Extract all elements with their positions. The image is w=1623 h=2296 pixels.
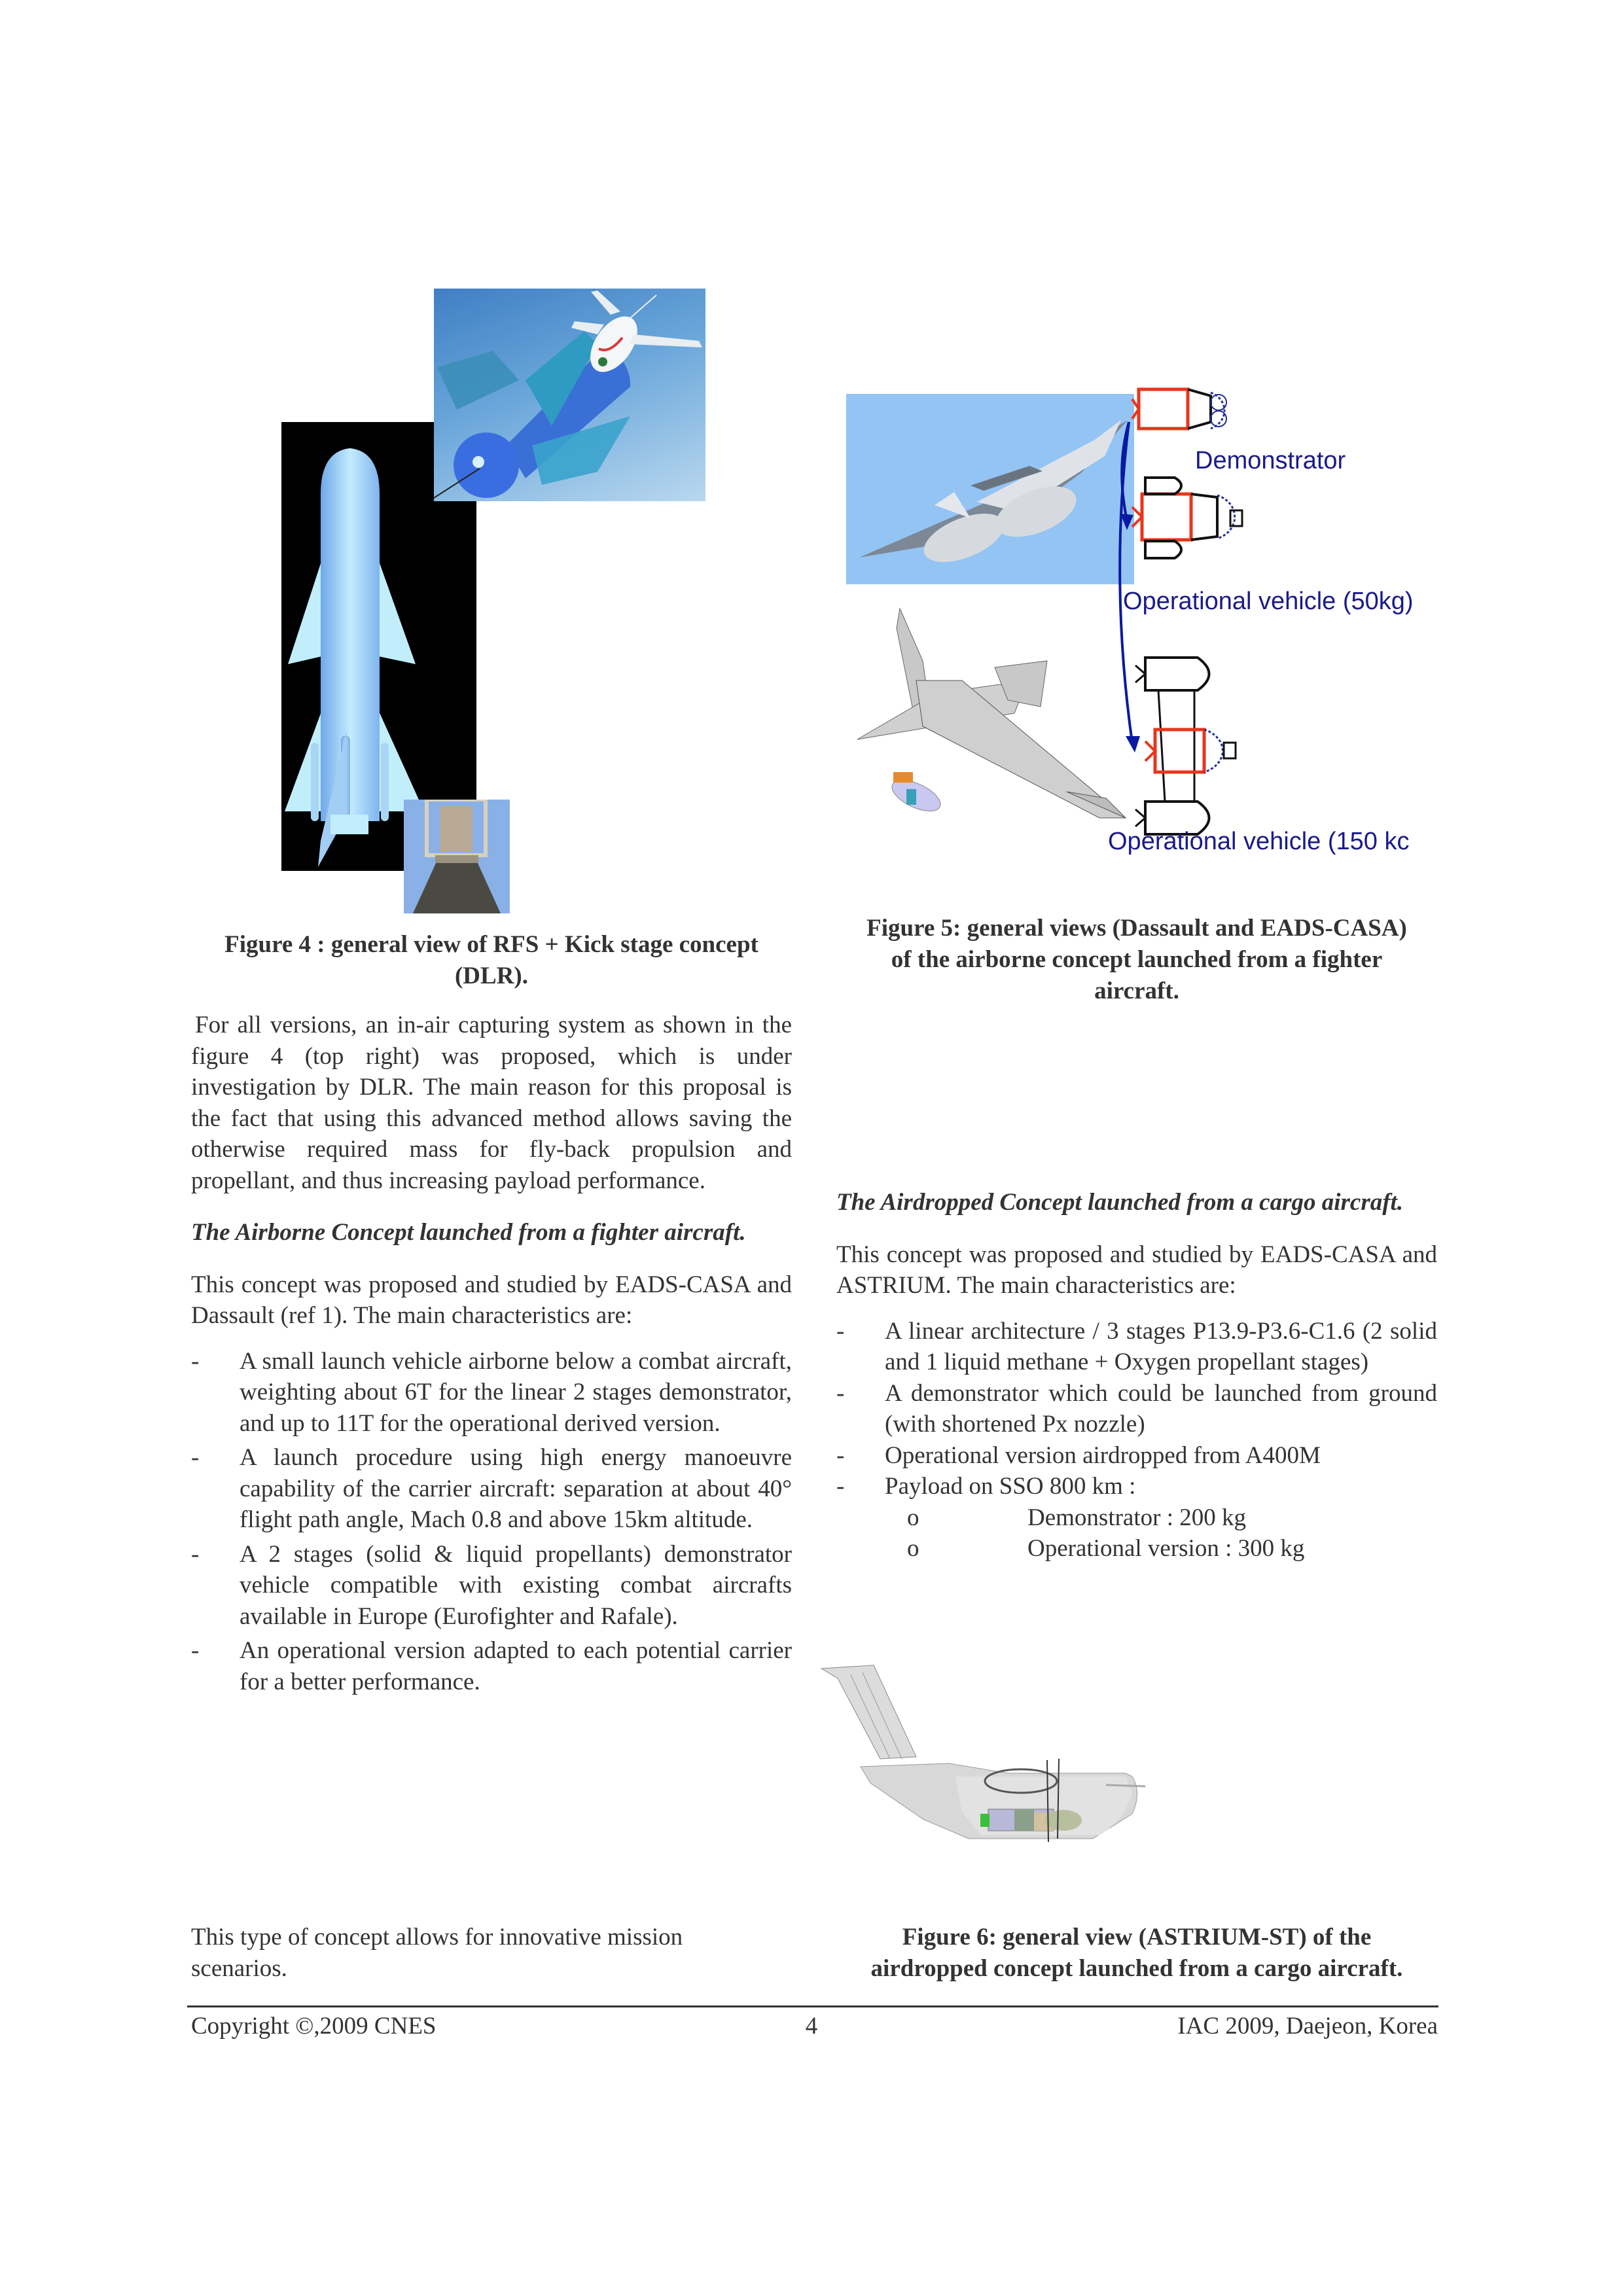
fighter-aircraft-image xyxy=(846,394,1134,584)
airdropped-section-heading: The Airdropped Concept launched from a cargo aircraft. xyxy=(836,1189,1404,1216)
list-item: - A demonstrator which could be launched from ground (with shortened Px nozzle) xyxy=(836,1378,1437,1440)
left-column xyxy=(191,1010,792,1697)
list-item: - A linear architecture / 3 stages P13.9-P3.6-C1.6 (2 solid and 1 liquid methane + Oxygen propellant stages) xyxy=(836,1316,1437,1378)
right-column xyxy=(836,1187,1437,1564)
bullet-dash-icon: - xyxy=(191,1444,200,1471)
bullet-dash-icon: - xyxy=(191,1347,200,1375)
bullet-circle-icon: o xyxy=(907,1504,919,1531)
figure4-caption xyxy=(191,929,792,992)
airborne-section-heading: The Airborne Concept launched from a fighter aircraft. xyxy=(191,1219,746,1246)
figure5-caption xyxy=(836,913,1437,1007)
bullet-dash-icon: - xyxy=(191,1540,200,1568)
bullet-dash-icon: - xyxy=(836,1473,845,1500)
cargo-aircraft-image xyxy=(818,1642,1446,1852)
figure5-caption-line1: Figure 5: general views (Dassault and EADS-CASA) xyxy=(866,915,1407,942)
list-item: - Operational version airdropped from A400M xyxy=(836,1440,1437,1472)
figure5-caption-line3: aircraft. xyxy=(1094,978,1179,1004)
a400m-aircraft-icon xyxy=(818,1642,1446,1852)
footer-divider xyxy=(187,2005,1438,2007)
in-air-capturing-image xyxy=(434,289,705,501)
airborne-characteristics-list xyxy=(191,1346,792,1698)
operational-150kg-vehicle-icon xyxy=(1135,658,1236,834)
fighter-jet-icon xyxy=(846,394,1134,584)
operational-150kg-label: Operational vehicle (150 kc xyxy=(1108,828,1410,855)
list-item: - A 2 stages (solid & liquid propellants) demonstrator vehicle compatible with existing combat aircrafts available in Europe (Eurofighter and Rafale). xyxy=(191,1539,792,1633)
figure4-caption-line1: Figure 4 : general view of RFS + Kick stage concept xyxy=(224,931,758,958)
bullet-circle-icon: o xyxy=(907,1535,919,1562)
eurofighter-icon xyxy=(851,602,1139,838)
capture-illustration-icon xyxy=(434,289,705,501)
payload-sublist xyxy=(836,1502,1437,1564)
demonstrator-label: Demonstrator xyxy=(1195,447,1346,474)
figure6-caption-line2: airdropped concept launched from a cargo aircraft. xyxy=(870,1955,1403,1982)
footer-copyright: Copyright ©,2009 CNES xyxy=(191,2013,437,2040)
page-number: 4 xyxy=(805,2013,818,2040)
list-item: - A launch procedure using high energy manoeuvre capability of the carrier aircraft: separation at about 40° flight path angle, Mach 0.8 and above 15km altitude. xyxy=(191,1442,792,1536)
operational-50kg-vehicle-icon xyxy=(1132,478,1242,558)
bullet-dash-icon: - xyxy=(836,1317,845,1345)
intro-paragraph: For all versions, an in-air capturing system as shown in the figure 4 (top right) was proposed, which is under investigation by DLR. The main reason for this proposal is the fact that using this advanced method allows saving the otherwise required mass for fly-back propulsion and propellant, and thus increasing payload performance. xyxy=(191,1012,792,1194)
closing-paragraph-wrap xyxy=(191,1922,754,1984)
operational-50kg-label: Operational vehicle (50kg) xyxy=(1123,588,1414,615)
list-item: - Payload on SSO 800 km : xyxy=(836,1471,1437,1502)
airdropped-characteristics-list xyxy=(836,1316,1437,1502)
bullet-dash-icon: - xyxy=(191,1637,200,1664)
list-item: - A small launch vehicle airborne below a combat aircraft, weighting about 6T for the linear 2 stages demonstrator, and up to 11T for the operational derived version. xyxy=(191,1346,792,1439)
list-item: - An operational version adapted to each potential carrier for a better performance. xyxy=(191,1635,792,1697)
engine-image xyxy=(404,800,510,913)
airdropped-section-paragraph: This concept was proposed and studied by EADS-CASA and ASTRIUM. The main characteristics are: xyxy=(836,1241,1437,1299)
closing-paragraph: This type of concept allows for innovative mission scenarios. xyxy=(191,1924,683,1982)
airborne-section-paragraph: This concept was proposed and studied by EADS-CASA and Dassault (ref 1). The main characteristics are: xyxy=(191,1271,792,1329)
figure4-caption-line2: (DLR). xyxy=(454,963,528,989)
figure5-caption-line2: of the airborne concept launched from a fighter xyxy=(891,946,1383,973)
footer-conference: IAC 2009, Daejeon, Korea xyxy=(1177,2013,1438,2040)
eurofighter-drawing-image xyxy=(851,602,1139,838)
list-item: o Demonstrator : 200 kg xyxy=(836,1502,1437,1534)
demonstrator-vehicle-icon xyxy=(1132,389,1226,429)
list-item: o Operational version : 300 kg xyxy=(836,1533,1437,1564)
figure6-caption-line1: Figure 6: general view (ASTRIUM-ST) of the xyxy=(902,1924,1372,1951)
figure6-caption xyxy=(836,1922,1437,1985)
bullet-dash-icon: - xyxy=(836,1441,845,1469)
bullet-dash-icon: - xyxy=(836,1379,845,1407)
rocket-engine-icon xyxy=(404,800,510,913)
